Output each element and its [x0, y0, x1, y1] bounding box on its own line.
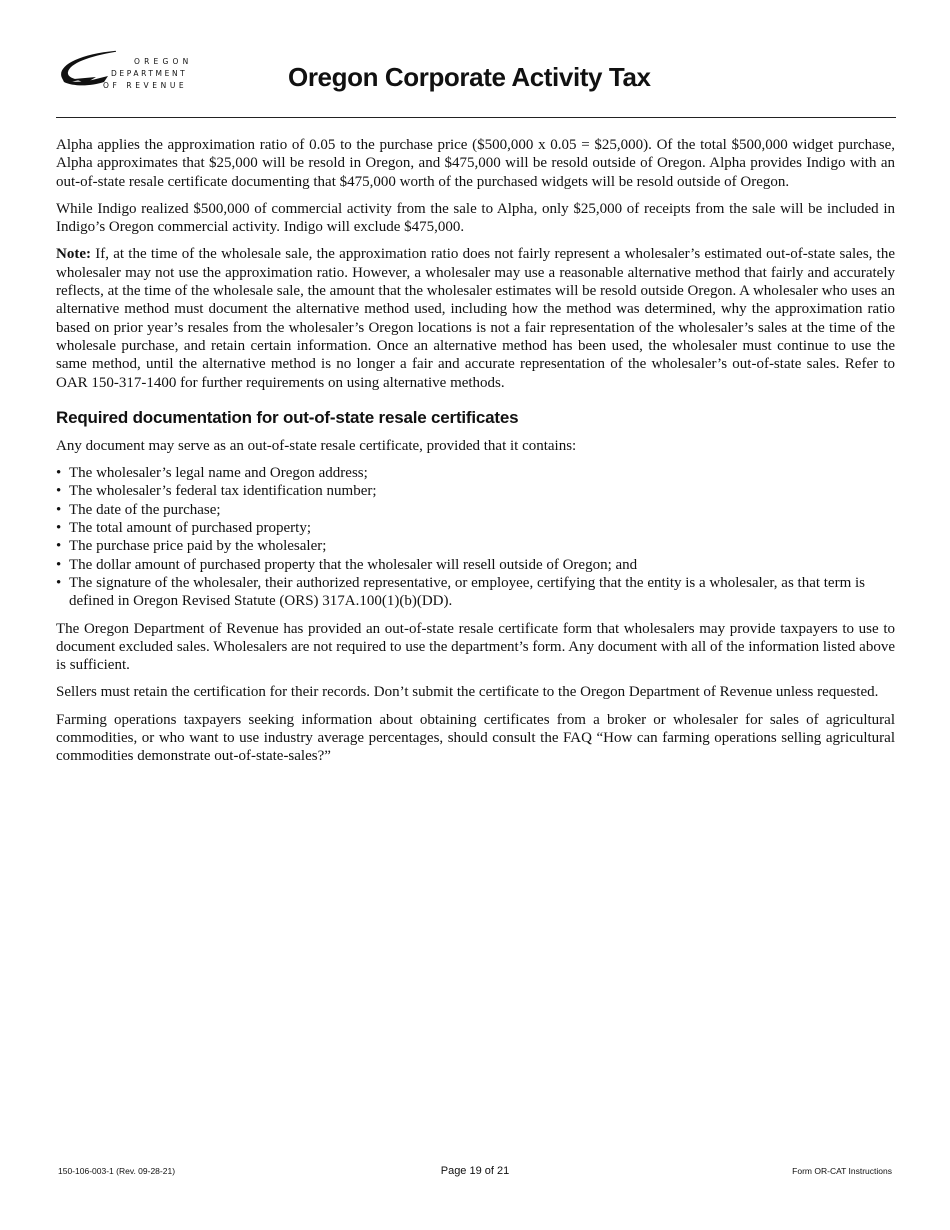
paragraph-retain-certification: Sellers must retain the certification for their records. Don’t submit the certificate to the Oregon Department of Revenue unless requested.: [56, 684, 879, 701]
logo-text-revenue: OF REVENUE: [103, 81, 188, 90]
list-item: • The total amount of purchased property;: [56, 519, 895, 537]
list-item: • The wholesaler’s legal name and Oregon address;: [56, 464, 895, 482]
list-item: • The signature of the wholesaler, their authorized representative, or employee, certifying that the entity is a wholesaler, as that term is defined in Oregon Revised Statute (ORS) 317A.100(1)(b)(DD).: [56, 574, 895, 611]
document-title: Oregon Corporate Activity Tax: [288, 62, 651, 92]
paragraph-department-form: The Oregon Department of Revenue has provided an out-of-state resale certificate form that wholesalers may provide taxpayers to use to document excluded sales. Wholesalers are not required to use the department’s form. Any document with all of the information listed above is sufficient.: [56, 620, 895, 674]
page-header: [56, 44, 896, 116]
note-label: Note:: [56, 246, 91, 263]
document-body: [56, 136, 895, 775]
logo-text-oregon: OREGON: [134, 57, 193, 66]
paragraph-intro: Any document may serve as an out-of-state resale certificate, provided that it contains:: [56, 437, 577, 454]
paragraph-approximation-ratio: Alpha applies the approximation ratio of 0.05 to the purchase price ($500,000 x 0.05 = $25,000). Of the total $500,000 widget purchase, Alpha approximates that $25,000 will be resold in Oregon, and $475,000 will be resold outside of Oregon. Alpha provides Indigo with an out-of-state resale certificate documenting that $475,000 worth of the purchased widgets will be resold outside of Oregon.: [56, 137, 895, 190]
header-divider: [56, 117, 896, 118]
paragraph-indigo-activity: While Indigo realized $500,000 of commercial activity from the sale to Alpha, only $25,000 of receipts from the sale will be included in Indigo’s Oregon commercial activity. Indigo will exclude $475,000.: [56, 200, 895, 236]
oregon-dor-logo: [56, 46, 196, 94]
list-item: • The purchase price paid by the wholesaler;: [56, 537, 895, 555]
paragraph-farming-operations: Farming operations taxpayers seeking information about obtaining certificates from a broker or wholesaler for sales of agricultural commodities, or who want to use industry average percentages, should consult the FAQ “How can farming operations selling agricultural commodities demonstrate out-of-state-sales?”: [56, 711, 895, 765]
footer-form-number: 150-106-003-1 (Rev. 09-28-21): [58, 1166, 176, 1176]
list-item: • The dollar amount of purchased property that the wholesaler will resell outside of Oregon; and: [56, 556, 895, 574]
list-item: • The date of the purchase;: [56, 501, 895, 519]
footer-form-name: Form OR-CAT Instructions: [792, 1166, 892, 1176]
footer-page-number: Page 19 of 21: [440, 1165, 510, 1177]
requirements-list: [56, 464, 895, 610]
section-heading: Required documentation for out-of-state resale certificates: [56, 407, 519, 427]
note-text: If, at the time of the wholesale sale, the approximation ratio does not fairly represent a wholesaler’s estimated out-of-state sales, the wholesaler may not use the approximation ratio. However, a wholesaler may use a reasonable alternative method that fairly and accurately reflects, at the time of the wholesale sale, the amount that the wholesaler estimates will be resold outside Oregon. A wholesaler who uses an alternative method must document the alternative method used, including how the method was determined, why the approximation ratio based on prior year’s resales from the wholesaler’s Oregon locations is not a fair representation of the wholesaler’s sales at the time of the wholesale purchase, and retain certain information. Once an alternative method has been used, the wholesaler must continue to use the same method, until the alternative method is no longer a fair and accurate representation of the wholesaler’s out-of-state sales. Refer to OAR 150-317-1400 for further requirements on using alternative methods.: [56, 246, 895, 391]
paragraph-note: [56, 245, 895, 391]
logo-text-department: DEPARTMENT: [111, 69, 188, 78]
list-item: • The wholesaler’s federal tax identification number;: [56, 482, 895, 500]
